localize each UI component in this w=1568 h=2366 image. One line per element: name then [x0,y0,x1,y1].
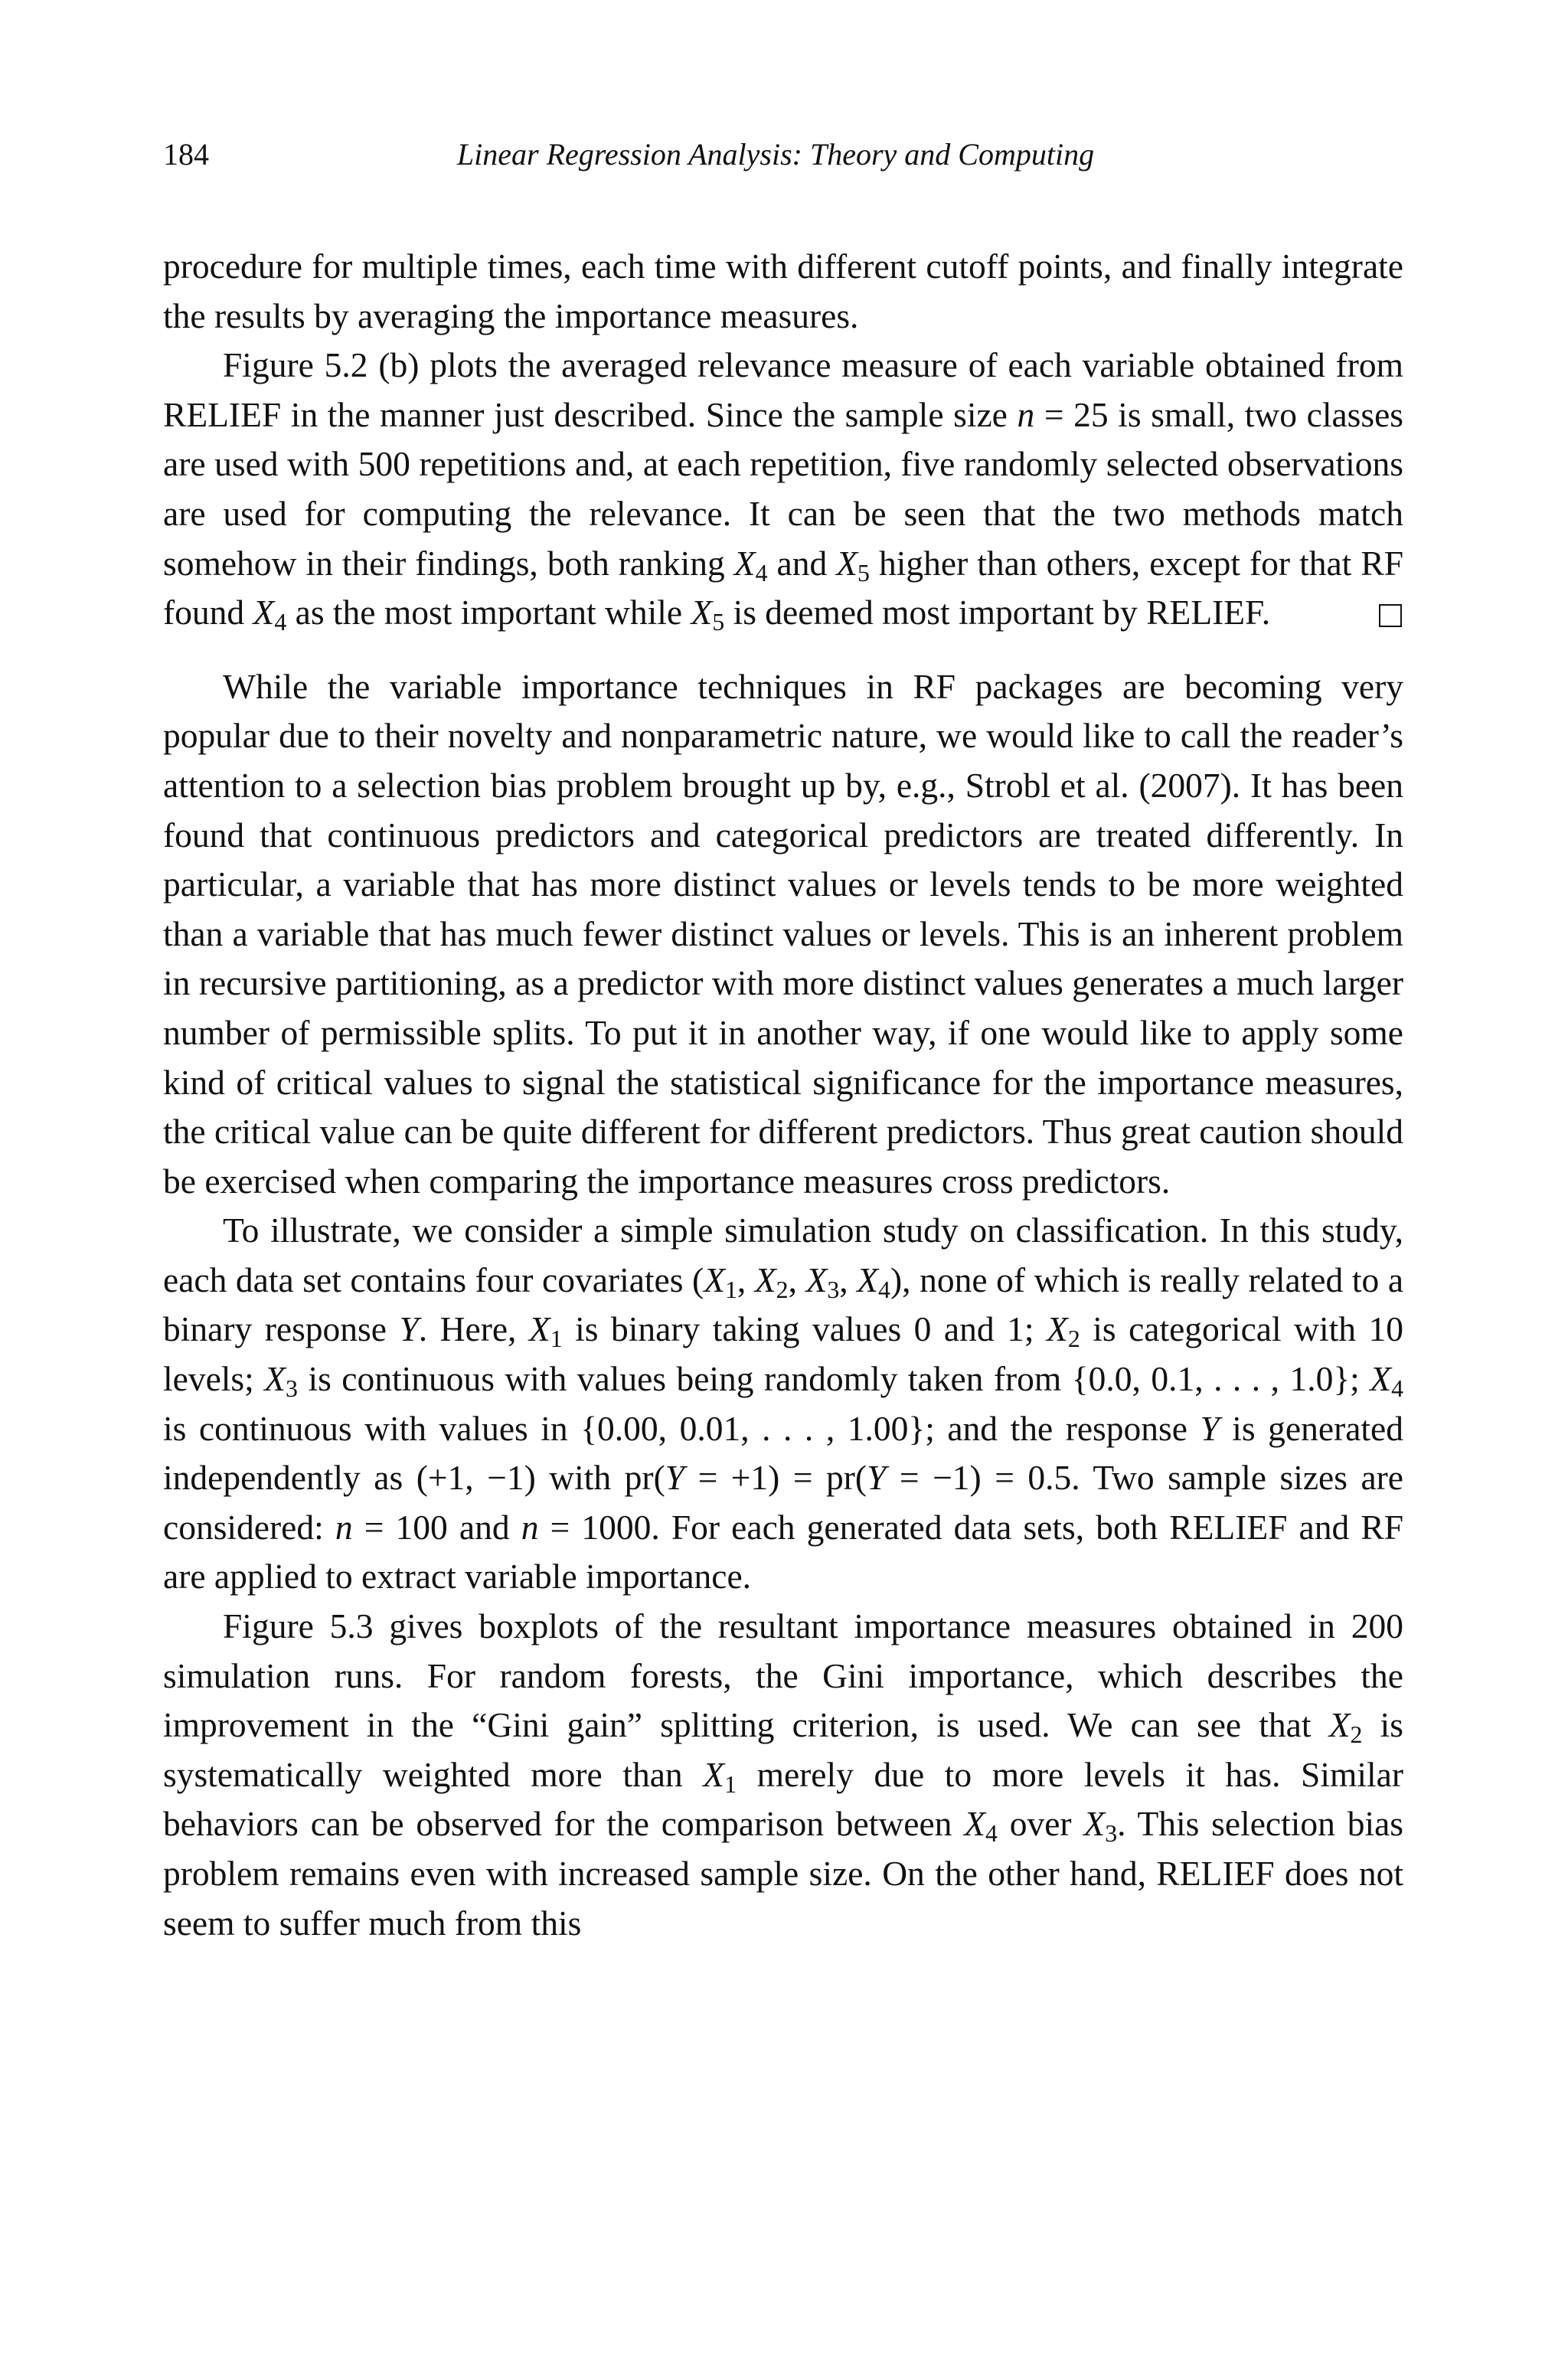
math-symbol: n [1017,394,1035,434]
math-symbol: $X_4$ [253,593,287,636]
math-symbol: Y [399,1309,419,1349]
math-symbol: $X_3$ [264,1359,298,1403]
running-title: Linear Regression Analysis: Theory and Computing [456,137,1095,172]
paragraph-2: Figure 5.2 (b) plots the averaged relevance measure of each variable obtained from RELIEF in the manner just described. Since the sample size n = 25 is small, two classes are used with 500 repetitions and, at each repetition, five randomly selected observations are used for computing the relevance. It can be seen that the two methods match somehow in their findings, both ranking $X_4$ and $X_5$ higher than others, except for that RF found $X_4$ as the most important while $X_5$ is deemed most important by RELIEF. [163,345,1403,636]
paragraph-4: To illustrate, we consider a simple simulation study on classification. In this study, each data set contains four covariates ($X_1$, $X_2$, $X_3$, $X_4$), none of which is really related to a binary response Y. Here, $X_1$ is binary taking values 0 and 1; $X_2$ is categorical with 10 levels; $X_3$ is continuous with values being randomly taken from {0.0, 0.1, . . . , 1.0}; $X_4$ is continuous with values in {0.00, 0.01, . . . , 1.00}; and the response Y is generated independently as (+1, −1) with pr(Y = +1) = pr(Y = −1) = 0.5. Two sample sizes are considered: n = 100 and n = 1000. For each generated data sets, both RELIEF and RF are applied to extract variable importance. [163,1211,1404,1596]
paragraph-5: Figure 5.3 gives boxplots of the resultant importance measures obtained in 200 simulation runs. For random forests, the Gini importance, which describes the improvement in the “Gini gain” splitting criterion, is used. We can see that $X_2$ is systematically weighted more than $X_1$ merely due to more levels it has. Similar behaviors can be observed for the comparison between $X_4$ over $X_3$. This selection bias problem remains even with increased sample size. On the other hand, RELIEF does not seem to suffer much from this [163,1606,1404,1943]
math-symbol: $X_1$ [703,1754,737,1798]
qed-square-icon [1379,604,1402,627]
math-symbol: $X_4$ [733,543,768,587]
math-symbol: Y [867,1458,887,1498]
page [163,136,1403,1948]
math-symbol: $X_2$ [1047,1309,1080,1353]
math-symbol: n [335,1507,353,1547]
math-symbol: Y [1200,1408,1220,1448]
math-symbol: Y [665,1458,685,1498]
math-symbol: $X_1$ [528,1309,563,1353]
running-header [163,136,1403,185]
page-number: 184 [163,137,209,172]
math-symbol: $X_2$ [754,1260,789,1303]
math-symbol: $X_4$ [964,1804,998,1848]
math-symbol: $X_1$ [704,1260,737,1303]
math-symbol: $X_4$ [857,1260,890,1303]
body-text [163,242,1403,1948]
math-symbol: $X_4$ [1370,1359,1403,1403]
math-symbol: $X_5$ [836,543,870,587]
math-symbol: $X_3$ [805,1260,840,1303]
paragraph-3: While the variable importance techniques in RF packages are becoming very popular due to their novelty and nonparametric nature, we would like to call the reader’s attention to a selection bias problem brought up by, e.g., Strobl et al. (2007). It has been found that continuous predictors and categorical predictors are treated differently. In particular, a variable that has more distinct values or levels tends to be more weighted than a variable that has much fewer distinct values or levels. This is an inherent problem in recursive partitioning, as a predictor with more distinct values generates a much larger number of permissible splits. To put it in another way, if one would like to apply some kind of critical values to signal the statistical significance for the importance measures, the critical value can be quite different for different predictors. Thus great caution should be exercised when comparing the importance measures cross predictors. [163,666,1403,1201]
math-symbol: n [521,1507,539,1547]
paragraph-1: procedure for multiple times, each time with different cutoff points, and finally integrate the results by averaging the importance measures. [163,247,1403,335]
math-symbol: $X_5$ [691,593,725,636]
math-symbol: $X_2$ [1328,1705,1363,1749]
math-symbol: $X_3$ [1083,1804,1118,1848]
